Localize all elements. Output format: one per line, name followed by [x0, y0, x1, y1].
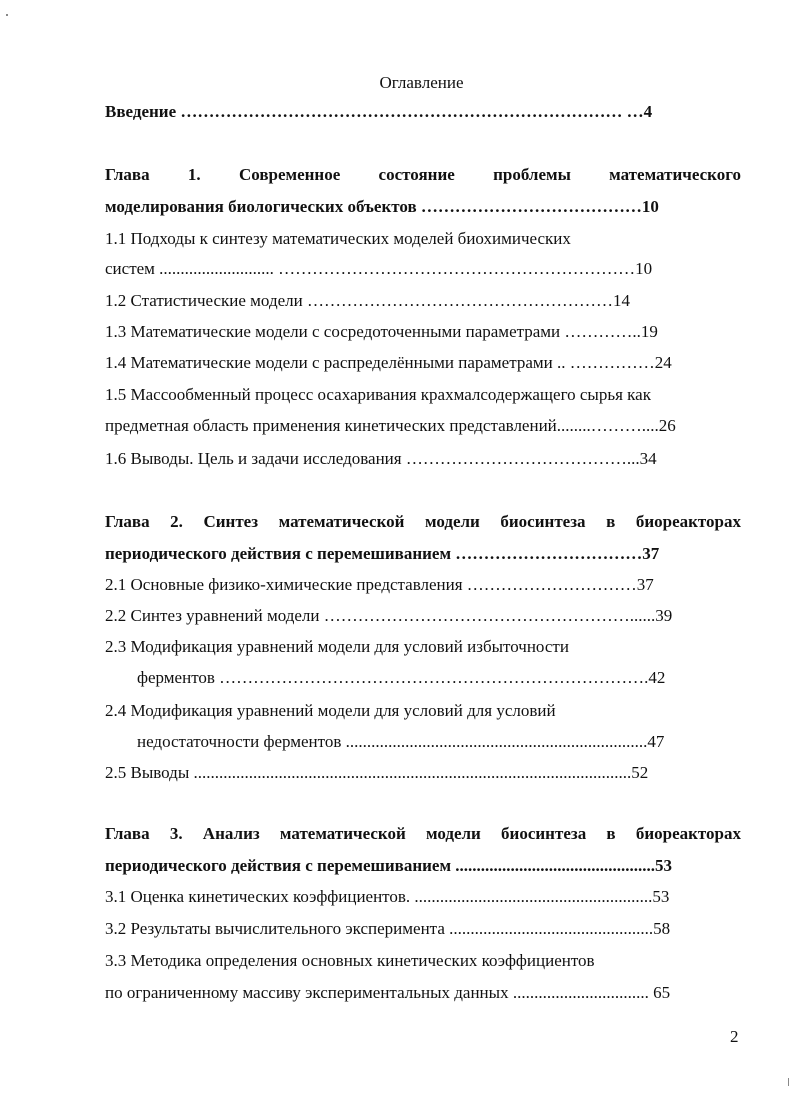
toc-chapter-2-heading: Глава 2. Синтез математической модели биосинтеза в биореакторах	[105, 512, 741, 531]
toc-chapter-3-heading-cont: периодического действия с перемешиванием ...............................................53	[105, 856, 673, 875]
toc-entry-2-2: 2.2 Синтез уравнений модели ………………………………………………......39	[105, 606, 673, 625]
toc-entry-1-6: 1.6 Выводы. Цель и задачи исследования …………………………………...34	[105, 449, 657, 468]
toc-chapter-2-heading-cont: периодического действия с перемешиванием ……………………………37	[105, 544, 660, 563]
scan-speck	[6, 14, 8, 16]
page-number: 2	[730, 1027, 739, 1046]
toc-entry-1-5-cont: предметная область применения кинетических представлений........………....26	[105, 416, 676, 435]
toc-chapter-1-heading-cont: моделирования биологических объектов …………………………………10	[105, 197, 659, 216]
toc-chapter-1-heading: Глава 1. Современное состояние проблемы математического	[105, 165, 741, 184]
toc-entry-2-3: 2.3 Модификация уравнений модели для условий избыточности	[105, 637, 569, 656]
toc-entry-3-3: 3.3 Методика определения основных кинетических коэффициентов	[105, 951, 595, 970]
toc-chapter-3-heading: Глава 3. Анализ математической модели биосинтеза в биореакторах	[105, 824, 741, 843]
toc-entry-2-3-cont: ферментов ………………………………………………………………….42	[137, 668, 666, 687]
toc-title: Оглавление	[379, 73, 464, 92]
toc-entry-intro: Введение …………………………………………………………………… …4	[105, 102, 653, 121]
toc-entry-3-2: 3.2 Результаты вычислительного эксперимента ................................................58	[105, 919, 671, 938]
toc-entry-1-4: 1.4 Математические модели с распределёнными параметрами .. ……………24	[105, 353, 672, 372]
toc-entry-2-4: 2.4 Модификация уравнений модели для условий для условий	[105, 701, 556, 720]
toc-entry-3-1: 3.1 Оценка кинетических коэффициентов. ........................................................53	[105, 887, 670, 906]
toc-entry-1-2: 1.2 Статистические модели ………………………………………………14	[105, 291, 630, 310]
toc-entry-2-1: 2.1 Основные физико-химические представления …………………………37	[105, 575, 654, 594]
toc-entry-1-1-cont: систем ........................... ………………………………………………………10	[105, 259, 653, 278]
toc-entry-1-1: 1.1 Подходы к синтезу математических моделей биохимических	[105, 229, 571, 248]
toc-entry-1-5: 1.5 Массообменный процесс осахаривания крахмалсодержащего сырья как	[105, 385, 651, 404]
scan-speck	[788, 1078, 789, 1086]
toc-entry-2-5: 2.5 Выводы .......................................................................................................52	[105, 763, 649, 782]
toc-entry-1-3: 1.3 Математические модели с сосредоточенными параметрами …………..19	[105, 322, 658, 341]
toc-entry-2-4-cont: недостаточности ферментов .......................................................................47	[137, 732, 665, 751]
toc-entry-3-3-cont: по ограниченному массиву экспериментальных данных ................................ 65	[105, 983, 671, 1002]
